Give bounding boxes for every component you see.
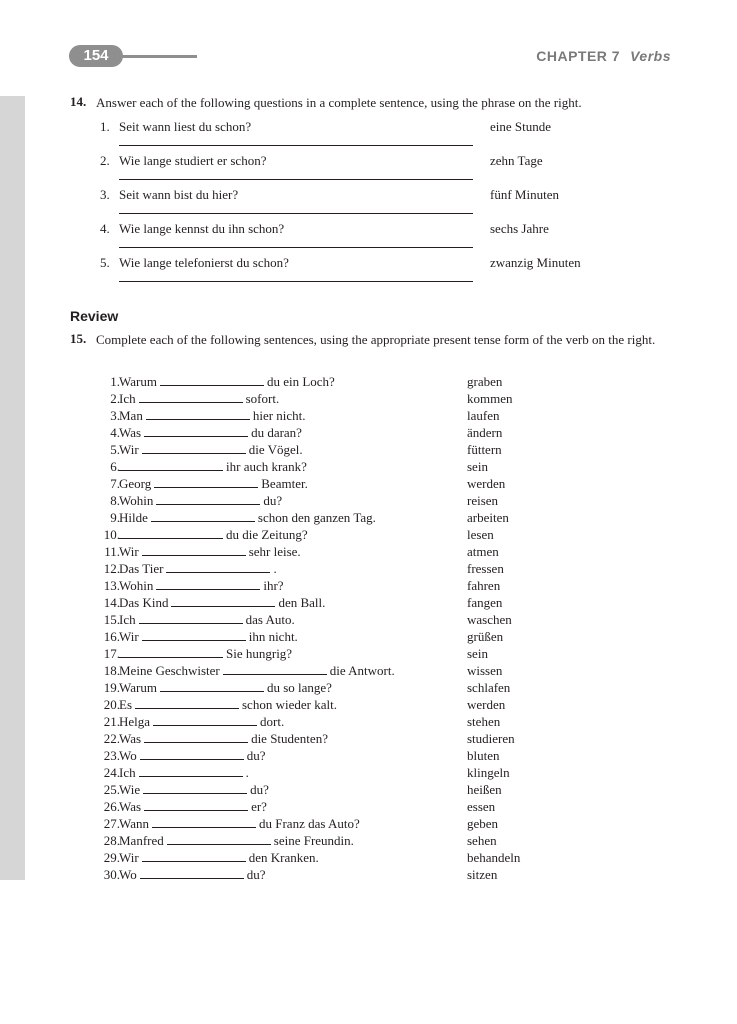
sentence-end: Beamter. — [261, 476, 308, 491]
item-number: 17. — [103, 646, 120, 661]
exercise-15-item — [90, 390, 650, 407]
exercise-15-item — [90, 628, 650, 645]
question-text: Seit wann bist du hier? — [119, 187, 239, 202]
item-number: 15. — [103, 612, 120, 627]
fill-in-blank[interactable] — [171, 595, 275, 607]
item-number: 23. — [103, 748, 120, 763]
verb-infinitive: werden — [467, 697, 506, 712]
sentence-end: ihr? — [263, 578, 284, 593]
sentence-end: sehr leise. — [248, 544, 301, 559]
exercise-15-item — [90, 747, 650, 764]
item-number: 24. — [103, 765, 120, 780]
sentence-end: dort. — [260, 714, 285, 729]
sentence-start: Ich — [119, 391, 136, 406]
item-number: 12. — [103, 561, 120, 576]
sentence-start: Georg — [119, 476, 152, 491]
sentence — [119, 458, 307, 475]
fill-in-blank[interactable] — [140, 748, 244, 760]
sentence — [119, 594, 325, 611]
verb-infinitive: klingeln — [467, 765, 510, 780]
sentence-start: Wohin — [119, 493, 154, 508]
sentence — [119, 798, 267, 815]
verb-infinitive: sitzen — [467, 867, 498, 882]
section-heading-review: Review — [70, 308, 119, 324]
item-number: 26. — [103, 799, 120, 814]
sentence — [119, 679, 332, 696]
sentence-end: schon wieder kalt. — [242, 697, 337, 712]
sentence-end: du ein Loch? — [266, 374, 335, 389]
sentence-end: . — [245, 765, 249, 780]
sentence — [119, 560, 277, 577]
exercise-15-item — [90, 713, 650, 730]
item-number: 22. — [103, 731, 120, 746]
sentence — [119, 866, 266, 883]
sentence-start: Hilde — [119, 510, 148, 525]
item-number: 13. — [103, 578, 120, 593]
sentence — [119, 628, 298, 645]
fill-in-blank[interactable] — [119, 646, 223, 658]
question-text: Wie lange telefonierst du schon? — [119, 255, 289, 270]
item-number: 7. — [110, 476, 120, 491]
sentence — [119, 543, 301, 560]
verb-infinitive: wissen — [467, 663, 503, 678]
sentence-start: Was — [119, 731, 142, 746]
fill-in-blank[interactable] — [156, 578, 260, 590]
sentence-end: du? — [246, 867, 266, 882]
sentence-start: Wo — [119, 748, 137, 763]
exercise-15-item — [90, 475, 650, 492]
verb-infinitive: schlafen — [467, 680, 511, 695]
sentence-start: Wie — [119, 782, 141, 797]
exercise-15-item — [90, 458, 650, 475]
exercise-14-item — [100, 221, 680, 255]
page-number-badge: 154 — [69, 45, 123, 67]
sentence-end: das Auto. — [245, 612, 295, 627]
verb-infinitive: kommen — [467, 391, 513, 406]
sentence — [119, 492, 282, 509]
verb-infinitive: essen — [467, 799, 496, 814]
answer-line[interactable] — [119, 213, 473, 214]
sentence-start: Das Kind — [119, 595, 169, 610]
sentence-start: Meine Geschwister — [119, 663, 220, 678]
item-number: 3. — [110, 408, 120, 423]
exercise-15-item — [90, 645, 650, 662]
item-number: 16. — [103, 629, 120, 644]
sentence-end: den Kranken. — [248, 850, 319, 865]
exercise-14-item — [100, 255, 680, 289]
sentence-start: Warum — [119, 680, 157, 695]
verb-infinitive: lesen — [467, 527, 494, 542]
item-number: 2. — [110, 391, 120, 406]
item-number: 4. — [110, 425, 120, 440]
item-number: 2. — [100, 153, 110, 168]
exercise-15-item — [90, 832, 650, 849]
page-number-rule — [121, 55, 197, 58]
item-number: 6. — [110, 459, 120, 474]
fill-in-blank[interactable] — [153, 714, 257, 726]
exercise-15-instruction: Complete each of the following sentences, using the appropriate present tense form of the verb on the right. — [96, 332, 656, 347]
exercise-15-item — [90, 798, 650, 815]
sentence-end: er? — [251, 799, 267, 814]
exercise-15-item — [90, 407, 650, 424]
sentence — [119, 526, 308, 543]
verb-infinitive: waschen — [467, 612, 512, 627]
question-text: Wie lange studiert er schon? — [119, 153, 267, 168]
answer-line[interactable] — [119, 179, 473, 180]
exercise-14-instruction: Answer each of the following questions in a complete sentence, using the phrase on the right. — [96, 95, 582, 110]
fill-in-blank[interactable] — [139, 765, 243, 777]
exercise-15-item — [90, 509, 650, 526]
fill-in-blank[interactable] — [144, 731, 248, 743]
verb-infinitive: graben — [467, 374, 503, 389]
sentence — [119, 713, 284, 730]
sentence-end: du? — [246, 748, 266, 763]
sentence — [119, 611, 295, 628]
item-number: 3. — [100, 187, 110, 202]
chapter-title: Verbs — [630, 48, 671, 64]
item-number: 30. — [103, 867, 120, 882]
sentence-start: Das Tier — [119, 561, 164, 576]
verb-infinitive: sein — [467, 646, 488, 661]
sentence — [119, 730, 328, 747]
sentence — [119, 390, 279, 407]
sentence-start: Ich — [119, 612, 136, 627]
item-number: 1. — [100, 119, 110, 134]
fill-in-blank[interactable] — [146, 408, 250, 420]
sentence — [119, 373, 335, 390]
item-number: 1. — [110, 374, 120, 389]
question-text: Seit wann liest du schon? — [119, 119, 252, 134]
verb-infinitive: füttern — [467, 442, 502, 457]
exercise-15-item — [90, 611, 650, 628]
fill-in-blank[interactable] — [160, 374, 264, 386]
fill-in-blank[interactable] — [151, 510, 255, 522]
item-number: 28. — [103, 833, 120, 848]
verb-infinitive: sein — [467, 459, 488, 474]
fill-in-blank[interactable] — [154, 476, 258, 488]
sentence-end: hier nicht. — [252, 408, 306, 423]
sentence-start: Man — [119, 408, 143, 423]
answer-line[interactable] — [119, 145, 473, 146]
item-number: 11. — [104, 544, 120, 559]
sentence-end: du? — [250, 782, 269, 797]
verb-infinitive: sehen — [467, 833, 497, 848]
fill-in-blank[interactable] — [144, 425, 248, 437]
fill-in-blank[interactable] — [160, 680, 264, 692]
exercise-15-item — [90, 526, 650, 543]
verb-infinitive: reisen — [467, 493, 499, 508]
fill-in-blank[interactable] — [135, 697, 239, 709]
item-number: 20. — [103, 697, 120, 712]
sentence — [119, 662, 395, 679]
exercise-15-item — [90, 815, 650, 832]
sentence-end: . — [273, 561, 277, 576]
fill-in-blank[interactable] — [119, 527, 223, 539]
hint-phrase: zehn Tage — [490, 153, 543, 168]
item-number: 21. — [103, 714, 120, 729]
fill-in-blank[interactable] — [167, 833, 271, 845]
sentence — [119, 475, 308, 492]
item-number: 10. — [103, 527, 120, 542]
item-number: 19. — [103, 680, 120, 695]
exercise-15-item — [90, 764, 650, 781]
answer-line[interactable] — [119, 281, 473, 282]
hint-phrase: fünf Minuten — [490, 187, 559, 202]
sentence-end: du die Zeitung? — [226, 527, 308, 542]
exercise-15-item — [90, 679, 650, 696]
verb-infinitive: geben — [467, 816, 499, 831]
chapter-label: CHAPTER 7 — [536, 48, 621, 64]
exercise-15-item — [90, 424, 650, 441]
sentence-end: du Franz das Auto? — [259, 816, 360, 831]
verb-infinitive: atmen — [467, 544, 499, 559]
exercise-15-item — [90, 781, 650, 798]
exercise-15-item — [90, 543, 650, 560]
sentence-end: ihr auch krank? — [226, 459, 307, 474]
verb-infinitive: fangen — [467, 595, 503, 610]
sentence-start: Was — [119, 799, 142, 814]
hint-phrase: sechs Jahre — [490, 221, 549, 236]
sentence-start: Es — [119, 697, 132, 712]
fill-in-blank[interactable] — [142, 442, 246, 454]
verb-infinitive: fressen — [467, 561, 504, 576]
verb-infinitive: studieren — [467, 731, 515, 746]
item-number: 4. — [100, 221, 110, 236]
sentence — [119, 781, 269, 798]
exercise-14-number: 14. — [70, 94, 87, 109]
sentence — [119, 849, 319, 866]
item-number: 5. — [110, 442, 120, 457]
item-number: 27. — [103, 816, 120, 831]
sentence-end: die Vögel. — [248, 442, 303, 457]
sentence-start: Wo — [119, 867, 137, 882]
sentence-end: schon den ganzen Tag. — [257, 510, 376, 525]
sentence-end: sofort. — [245, 391, 280, 406]
sentence-end: Sie hungrig? — [226, 646, 293, 661]
verb-infinitive: ändern — [467, 425, 503, 440]
verb-infinitive: laufen — [467, 408, 500, 423]
sentence-end: den Ball. — [278, 595, 326, 610]
sentence-start: Helga — [119, 714, 151, 729]
sentence-start: Wann — [119, 816, 149, 831]
verb-infinitive: grüßen — [467, 629, 504, 644]
sentence-start: Wir — [119, 544, 139, 559]
sentence — [119, 645, 292, 662]
sentence-end: ihn nicht. — [248, 629, 298, 644]
fill-in-blank[interactable] — [142, 544, 246, 556]
verb-infinitive: bluten — [467, 748, 500, 763]
running-header — [536, 48, 671, 64]
item-number: 18. — [103, 663, 120, 678]
sentence — [119, 764, 249, 781]
fill-in-blank[interactable] — [142, 629, 246, 641]
sentence — [119, 407, 306, 424]
sentence-start: Wir — [119, 850, 139, 865]
fill-in-blank[interactable] — [166, 561, 270, 573]
item-number: 8. — [110, 493, 120, 508]
sentence-end: du so lange? — [266, 680, 332, 695]
sentence — [119, 441, 303, 458]
fill-in-blank[interactable] — [139, 612, 243, 624]
exercise-15-item — [90, 577, 650, 594]
exercise-15-item — [90, 492, 650, 509]
sentence-start: Manfred — [119, 833, 164, 848]
fill-in-blank[interactable] — [142, 850, 246, 862]
sentence-end: du? — [263, 493, 283, 508]
exercise-15-number: 15. — [70, 331, 87, 346]
sentence-start: Wir — [119, 629, 139, 644]
sentence-end: seine Freundin. — [273, 833, 354, 848]
sentence — [119, 832, 354, 849]
verb-infinitive: heißen — [467, 782, 502, 797]
sentence-start: Wir — [119, 442, 139, 457]
verb-infinitive: werden — [467, 476, 506, 491]
exercise-15-item — [90, 560, 650, 577]
exercise-15-item — [90, 373, 650, 390]
verb-infinitive: arbeiten — [467, 510, 509, 525]
sentence-end: du daran? — [251, 425, 302, 440]
sentence — [119, 509, 376, 526]
sentence-start: Warum — [119, 374, 157, 389]
sentence — [119, 747, 266, 764]
fill-in-blank[interactable] — [140, 867, 244, 879]
verb-infinitive: stehen — [467, 714, 501, 729]
item-number: 25. — [103, 782, 120, 797]
exercise-14-item — [100, 187, 680, 221]
exercise-15-item — [90, 849, 650, 866]
hint-phrase: zwanzig Minuten — [490, 255, 581, 270]
exercise-15-item — [90, 594, 650, 611]
sentence-end: die Antwort. — [329, 663, 395, 678]
sentence-start: Ich — [119, 765, 136, 780]
exercise-14-item — [100, 119, 680, 153]
fill-in-blank[interactable] — [152, 816, 256, 828]
fill-in-blank[interactable] — [144, 799, 248, 811]
exercise-14-item — [100, 153, 680, 187]
question-text: Wie lange kennst du ihn schon? — [119, 221, 285, 236]
fill-in-blank[interactable] — [119, 459, 223, 471]
item-number: 14. — [103, 595, 120, 610]
exercise-15-item — [90, 662, 650, 679]
answer-line[interactable] — [119, 247, 473, 248]
exercise-15-item — [90, 866, 650, 883]
sentence — [119, 577, 284, 594]
sentence — [119, 696, 337, 713]
fill-in-blank[interactable] — [143, 782, 247, 794]
verb-infinitive: fahren — [467, 578, 501, 593]
sentence-start: Wohin — [119, 578, 154, 593]
sentence — [119, 815, 360, 832]
fill-in-blank[interactable] — [156, 493, 260, 505]
fill-in-blank[interactable] — [139, 391, 243, 403]
page-margin-tab — [0, 96, 25, 880]
item-number: 5. — [100, 255, 110, 270]
verb-infinitive: behandeln — [467, 850, 521, 865]
hint-phrase: eine Stunde — [490, 119, 552, 134]
exercise-15-item — [90, 441, 650, 458]
exercise-15-item — [90, 696, 650, 713]
item-number: 9. — [110, 510, 120, 525]
exercise-15-item — [90, 730, 650, 747]
sentence-start: Was — [119, 425, 142, 440]
sentence-end: die Studenten? — [251, 731, 328, 746]
fill-in-blank[interactable] — [223, 663, 327, 675]
item-number: 29. — [103, 850, 120, 865]
sentence — [119, 424, 302, 441]
